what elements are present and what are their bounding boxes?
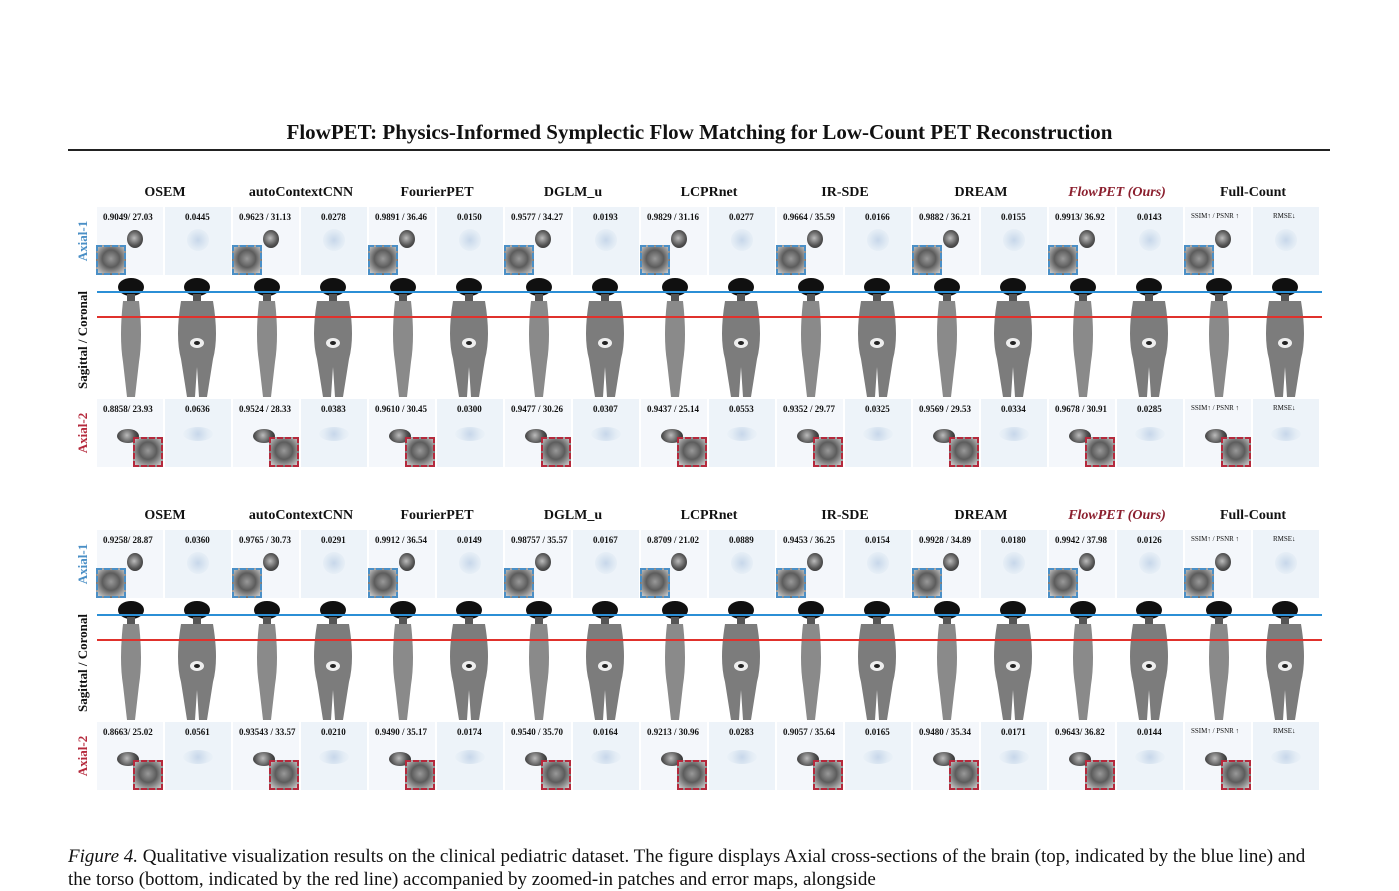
brain-slice	[263, 553, 279, 571]
zoom-inset	[949, 437, 979, 467]
rmse-value: 0.0164	[593, 727, 618, 737]
sagittal-view	[1053, 600, 1113, 722]
sagittal-view	[373, 600, 433, 722]
rmse-value: 0.0307	[593, 404, 618, 414]
brain-slice	[127, 230, 143, 248]
axial2-row	[0, 722, 1399, 792]
rmse-value: 0.0149	[457, 535, 482, 545]
coronal-view	[1255, 600, 1315, 722]
rmse-value: 0.0445	[185, 212, 210, 222]
axial1-row	[0, 530, 1399, 600]
ssim-psnr-value: 0.9258/ 28.87	[103, 535, 153, 545]
method-header: autoContextCNN	[248, 185, 354, 200]
error-map-blob	[1139, 229, 1161, 251]
ssim-psnr-value: SSIM↑ / PSNR ↑	[1191, 727, 1240, 735]
error-map-blob	[319, 427, 349, 441]
zoom-inset	[405, 760, 435, 790]
error-map-blob	[455, 750, 485, 764]
axial1-row	[0, 207, 1399, 277]
ssim-psnr-value: 0.9623 / 31.13	[239, 212, 292, 222]
method-header: LCPRnet	[680, 508, 738, 523]
error-map-blob	[183, 427, 213, 441]
method-header: DGLM_u	[543, 185, 603, 200]
method-header: FourierPET	[400, 508, 474, 523]
sagittal-view	[1189, 600, 1249, 722]
sagittal-view	[645, 277, 705, 399]
zoom-inset	[640, 568, 670, 598]
rmse-value: 0.0383	[321, 404, 346, 414]
error-map-blob	[455, 427, 485, 441]
rmse-value: 0.0174	[457, 727, 482, 737]
zoom-inset	[1221, 760, 1251, 790]
ssim-psnr-value: 0.8709 / 21.02	[647, 535, 700, 545]
axial2-row	[0, 399, 1399, 469]
rmse-value: 0.0285	[1137, 404, 1162, 414]
ssim-psnr-value: 0.9213 / 30.96	[647, 727, 700, 737]
ssim-psnr-value: 0.9610 / 30.45	[375, 404, 428, 414]
sagittal-view	[917, 277, 977, 399]
method-header: autoContextCNN	[248, 508, 354, 523]
brain-slice	[807, 553, 823, 571]
rmse-value: 0.0143	[1137, 212, 1162, 222]
zoom-inset	[96, 245, 126, 275]
error-map-blob	[727, 750, 757, 764]
zoom-inset	[541, 760, 571, 790]
zoom-inset	[813, 760, 843, 790]
brain-slice	[535, 230, 551, 248]
brain-slice	[943, 230, 959, 248]
coronal-view	[1119, 600, 1179, 722]
zoom-inset	[504, 568, 534, 598]
rmse-value: 0.0166	[865, 212, 890, 222]
coronal-view	[439, 600, 499, 722]
zoom-inset	[640, 245, 670, 275]
brain-slice	[671, 230, 687, 248]
row-label-axial1-text: Axial-1	[75, 543, 90, 585]
zoom-inset	[269, 760, 299, 790]
coronal-view	[167, 277, 227, 399]
error-map-blob	[591, 750, 621, 764]
coronal-view	[303, 277, 363, 399]
method-header: IR-SDE	[821, 508, 869, 523]
rmse-value: 0.0278	[321, 212, 346, 222]
blue-slice-line	[97, 614, 1322, 616]
brain-slice	[535, 553, 551, 571]
error-map-blob	[1135, 750, 1165, 764]
ssim-psnr-value: SSIM↑ / PSNR ↑	[1191, 404, 1240, 412]
sagittal-coronal-row	[0, 600, 1399, 725]
ssim-psnr-value: 0.9678 / 30.91	[1055, 404, 1108, 414]
ssim-psnr-value: 0.9453 / 36.25	[783, 535, 836, 545]
brain-slice	[1215, 553, 1231, 571]
brain-slice	[399, 230, 415, 248]
zoom-inset	[1085, 437, 1115, 467]
zoom-inset	[1184, 245, 1214, 275]
error-map-blob	[323, 229, 345, 251]
coronal-view	[983, 600, 1043, 722]
method-header: Full-Count	[1219, 508, 1287, 523]
figure-panel	[0, 185, 1399, 495]
coronal-view	[711, 600, 771, 722]
zoom-inset	[368, 245, 398, 275]
rmse-value: 0.0180	[1001, 535, 1026, 545]
coronal-view	[439, 277, 499, 399]
error-map-blob	[1003, 552, 1025, 574]
rmse-value: 0.0126	[1137, 535, 1162, 545]
row-label-sagcor-text: Sagittal / Coronal	[75, 613, 90, 712]
ssim-psnr-value: 0.9882 / 36.21	[919, 212, 972, 222]
sagittal-view	[237, 600, 297, 722]
zoom-inset	[269, 437, 299, 467]
coronal-view	[1255, 277, 1315, 399]
error-map-blob	[595, 552, 617, 574]
zoom-inset	[1048, 568, 1078, 598]
rmse-value: 0.0193	[593, 212, 618, 222]
ssim-psnr-value: 0.9480 / 35.34	[919, 727, 972, 737]
zoom-inset	[912, 568, 942, 598]
ssim-psnr-value: 0.9540 / 35.70	[511, 727, 564, 737]
method-header: FourierPET	[400, 185, 474, 200]
ssim-psnr-value: 0.9643/ 36.82	[1055, 727, 1105, 737]
zoom-inset	[677, 437, 707, 467]
zoom-inset	[232, 568, 262, 598]
rmse-value: RMSE↓	[1273, 212, 1296, 220]
rmse-value: 0.0144	[1137, 727, 1162, 737]
caption-text: Qualitative visualization results on the clinical pediatric dataset. The figure displays Axial cross-sections of the brain (top, indicated by the blue line) and the torso (bottom, indicated by the red line) accompanied by zoomed-in patches and error maps, alongside	[68, 846, 1306, 890]
error-map-blob	[999, 427, 1029, 441]
paper-header-title: FlowPET: Physics-Informed Symplectic Flow Matching for Low-Count PET Reconstruction	[286, 120, 1113, 144]
rmse-value: 0.0154	[865, 535, 890, 545]
rmse-value: 0.0150	[457, 212, 482, 222]
figure-panel	[0, 508, 1399, 818]
rmse-value: 0.0300	[457, 404, 482, 414]
zoom-inset	[133, 437, 163, 467]
zoom-inset	[912, 245, 942, 275]
sagittal-view	[917, 600, 977, 722]
error-map-blob	[319, 750, 349, 764]
ssim-psnr-value: 0.8663/ 25.02	[103, 727, 153, 737]
zoom-inset	[1184, 568, 1214, 598]
zoom-inset	[1085, 760, 1115, 790]
error-map-blob	[187, 229, 209, 251]
error-map-blob	[867, 229, 889, 251]
ssim-psnr-value: 0.9928 / 34.89	[919, 535, 972, 545]
ssim-psnr-value: 0.9049/ 27.03	[103, 212, 153, 222]
rmse-value: 0.0155	[1001, 212, 1026, 222]
error-map-blob	[1271, 750, 1301, 764]
rmse-value: RMSE↓	[1273, 535, 1296, 543]
rmse-value: 0.0165	[865, 727, 890, 737]
coronal-view	[575, 277, 635, 399]
error-map-blob	[867, 552, 889, 574]
rmse-value: 0.0325	[865, 404, 890, 414]
zoom-inset	[504, 245, 534, 275]
zoom-inset	[96, 568, 126, 598]
error-map-blob	[459, 229, 481, 251]
ssim-psnr-value: 0.9577 / 34.27	[511, 212, 564, 222]
error-map-blob	[1003, 229, 1025, 251]
zoom-inset	[541, 437, 571, 467]
rmse-value: 0.0636	[185, 404, 210, 414]
coronal-view	[847, 600, 907, 722]
ssim-psnr-value: 0.98757 / 35.57	[511, 535, 568, 545]
zoom-inset	[1221, 437, 1251, 467]
error-map-blob	[863, 427, 893, 441]
rmse-value: 0.0291	[321, 535, 346, 545]
caption-label: Figure 4.	[68, 846, 139, 867]
ssim-psnr-value: 0.9891 / 36.46	[375, 212, 428, 222]
ssim-psnr-value: 0.9913/ 36.92	[1055, 212, 1105, 222]
brain-slice	[943, 553, 959, 571]
error-map-blob	[1275, 552, 1297, 574]
error-map-blob	[727, 427, 757, 441]
blue-slice-line	[97, 291, 1322, 293]
coronal-view	[711, 277, 771, 399]
method-header: DGLM_u	[543, 508, 603, 523]
method-header: OSEM	[144, 508, 186, 523]
ssim-psnr-value: 0.8858/ 23.93	[103, 404, 153, 414]
sagittal-view	[645, 600, 705, 722]
sagittal-view	[101, 277, 161, 399]
error-map-blob	[595, 229, 617, 251]
rmse-value: RMSE↓	[1273, 727, 1296, 735]
error-map-blob	[1271, 427, 1301, 441]
rmse-value: 0.0360	[185, 535, 210, 545]
rmse-value: 0.0561	[185, 727, 210, 737]
error-map-blob	[459, 552, 481, 574]
error-map-blob	[183, 750, 213, 764]
zoom-inset	[776, 568, 806, 598]
ssim-psnr-value: 0.9942 / 37.98	[1055, 535, 1108, 545]
method-header: OSEM	[144, 185, 186, 200]
brain-slice	[1079, 230, 1095, 248]
method-header: LCPRnet	[680, 185, 738, 200]
ssim-psnr-value: 0.9664 / 35.59	[783, 212, 836, 222]
rmse-value: 0.0889	[729, 535, 754, 545]
sagittal-view	[1053, 277, 1113, 399]
sagittal-view	[509, 600, 569, 722]
ssim-psnr-value: 0.9765 / 30.73	[239, 535, 292, 545]
error-map-blob	[187, 552, 209, 574]
sagittal-view	[781, 600, 841, 722]
zoom-inset	[776, 245, 806, 275]
error-map-blob	[1275, 229, 1297, 251]
sagittal-view	[101, 600, 161, 722]
brain-slice	[671, 553, 687, 571]
row-label-axial2-text: Axial-2	[75, 735, 90, 777]
row-label-axial1-text: Axial-1	[75, 220, 90, 262]
error-map-blob	[731, 552, 753, 574]
method-header: FlowPET (Ours)	[1068, 185, 1166, 200]
error-map-blob	[323, 552, 345, 574]
coronal-view	[1119, 277, 1179, 399]
error-map-blob	[731, 229, 753, 251]
zoom-inset	[813, 437, 843, 467]
ssim-psnr-value: 0.93543 / 33.57	[239, 727, 296, 737]
header-rule	[68, 149, 1330, 151]
brain-slice	[1079, 553, 1095, 571]
sagittal-view	[1189, 277, 1249, 399]
coronal-view	[303, 600, 363, 722]
error-map-blob	[863, 750, 893, 764]
rmse-value: 0.0210	[321, 727, 346, 737]
ssim-psnr-value: 0.9524 / 28.33	[239, 404, 292, 414]
zoom-inset	[368, 568, 398, 598]
ssim-psnr-value: 0.9569 / 29.53	[919, 404, 972, 414]
method-header: DREAM	[954, 508, 1008, 523]
zoom-inset	[133, 760, 163, 790]
ssim-psnr-value: 0.9057 / 35.64	[783, 727, 836, 737]
sagittal-view	[373, 277, 433, 399]
coronal-view	[575, 600, 635, 722]
zoom-inset	[405, 437, 435, 467]
red-slice-line	[97, 316, 1322, 318]
row-label-sagcor-text: Sagittal / Coronal	[75, 290, 90, 389]
method-header: Full-Count	[1219, 185, 1287, 200]
figure-caption	[68, 845, 1330, 891]
rmse-value: 0.0277	[729, 212, 754, 222]
sagittal-coronal-row	[0, 277, 1399, 402]
brain-slice	[263, 230, 279, 248]
ssim-psnr-value: 0.9477 / 30.26	[511, 404, 564, 414]
rmse-value: 0.0171	[1001, 727, 1026, 737]
error-map-blob	[591, 427, 621, 441]
ssim-psnr-value: 0.9829 / 31.16	[647, 212, 700, 222]
error-map-blob	[1135, 427, 1165, 441]
sagittal-view	[509, 277, 569, 399]
method-header: FlowPET (Ours)	[1068, 508, 1166, 523]
ssim-psnr-value: 0.9352 / 29.77	[783, 404, 836, 414]
ssim-psnr-value: 0.9437 / 25.14	[647, 404, 700, 414]
row-label-axial2-text: Axial-2	[75, 412, 90, 454]
brain-slice	[1215, 230, 1231, 248]
ssim-psnr-value: SSIM↑ / PSNR ↑	[1191, 535, 1240, 543]
rmse-value: 0.0553	[729, 404, 754, 414]
ssim-psnr-value: SSIM↑ / PSNR ↑	[1191, 212, 1240, 220]
coronal-view	[847, 277, 907, 399]
brain-slice	[807, 230, 823, 248]
coronal-view	[167, 600, 227, 722]
rmse-value: 0.0283	[729, 727, 754, 737]
zoom-inset	[1048, 245, 1078, 275]
brain-slice	[127, 553, 143, 571]
rmse-value: 0.0334	[1001, 404, 1026, 414]
ssim-psnr-value: 0.9490 / 35.17	[375, 727, 428, 737]
method-header: DREAM	[954, 185, 1008, 200]
zoom-inset	[949, 760, 979, 790]
method-header: IR-SDE	[821, 185, 869, 200]
sagittal-view	[237, 277, 297, 399]
coronal-view	[983, 277, 1043, 399]
red-slice-line	[97, 639, 1322, 641]
error-map-blob	[999, 750, 1029, 764]
zoom-inset	[232, 245, 262, 275]
error-map-blob	[1139, 552, 1161, 574]
rmse-value: 0.0167	[593, 535, 618, 545]
ssim-psnr-value: 0.9912 / 36.54	[375, 535, 428, 545]
zoom-inset	[677, 760, 707, 790]
brain-slice	[399, 553, 415, 571]
rmse-value: RMSE↓	[1273, 404, 1296, 412]
sagittal-view	[781, 277, 841, 399]
